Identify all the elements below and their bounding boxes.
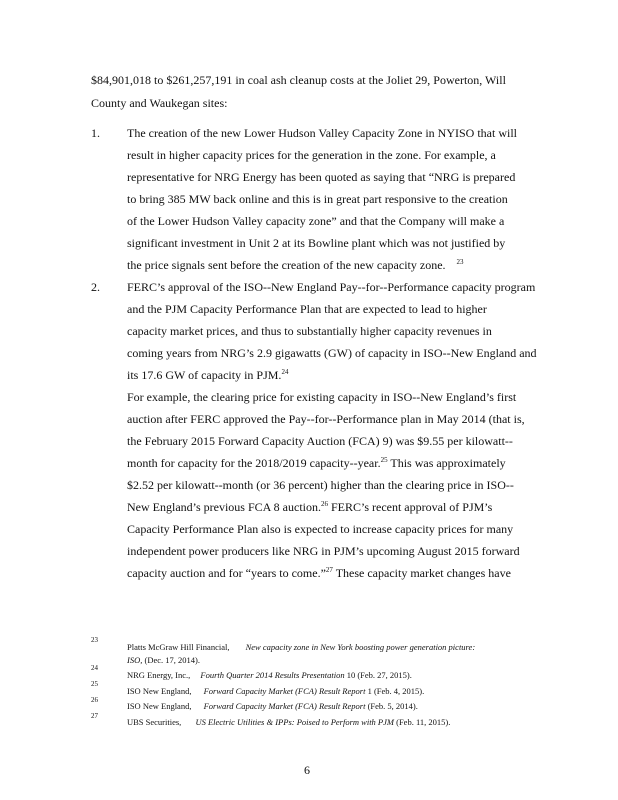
footnote-title: Fourth Quarter 2014 Results Presentation: [200, 670, 345, 680]
item-line: coming years from NRG’s 2.9 gigawatts (GW) of capacity in ISO-‐New England and: [127, 346, 537, 360]
item-line: [127, 368, 288, 382]
paragraph-line: independent power producers like NRG in PJM’s upcoming August 2015 forward: [127, 544, 520, 558]
paragraph-line: Capacity Performance Plan also is expected to increase capacity prices for many: [127, 522, 514, 536]
footnote-ref: 24: [281, 368, 289, 376]
item-line: capacity market prices, and thus to substantially higher capacity revenues in: [127, 324, 492, 338]
paragraph-text: New England’s previous FCA 8 auction.: [127, 500, 321, 514]
footnote-rest: 1 (Feb. 4, 2015).: [365, 686, 425, 696]
intro-line: $84,901,018 to $261,257,191 in coal ash cleanup costs at the Joliet 29, Powerton, Will: [91, 73, 506, 87]
item-line: result in higher capacity prices for the generation in the zone. For example, a: [127, 148, 496, 162]
paragraph-text: capacity auction and for “years to come.”: [127, 566, 326, 580]
list-number: 2.: [91, 280, 100, 294]
footnote-source: UBS Securities,: [127, 717, 182, 727]
paragraph-line: [127, 566, 511, 580]
footnote-ref: 23: [456, 258, 464, 266]
footnote: [127, 655, 200, 666]
paragraph-text: These capacity market changes have: [332, 566, 511, 580]
item-line: representative for NRG Energy has been quoted as saying that “NRG is prepared: [127, 170, 516, 184]
paragraph-text: month for capacity for the 2018/2019 capacity-‐year.: [127, 456, 381, 470]
footnote-ref: 27: [325, 566, 333, 574]
footnote-title: Forward Capacity Market (FCA) Result Report: [203, 686, 366, 696]
item-line: to bring 385 MW back online and this is in great part responsive to the creation: [127, 192, 508, 206]
footnote-source: ISO New England,: [127, 686, 192, 696]
footnote-source: NRG Energy, Inc.,: [127, 670, 191, 680]
footnote-ref: 26: [320, 500, 328, 508]
paragraph-line: [127, 500, 492, 514]
intro-line: County and Waukegan sites:: [91, 96, 228, 110]
paragraph-line: [127, 456, 506, 470]
footnote-title: US Electric Utilities & IPPs: Poised to Perform with PJM: [195, 717, 394, 727]
footnote-source: ISO New England,: [127, 701, 192, 711]
item-line: FERC’s approval of the ISO-‐New England Pay-‐for-‐Performance capacity program: [127, 280, 536, 294]
paragraph-text: FERC’s recent approval of PJM’s: [327, 500, 493, 514]
item-line: and the PJM Capacity Performance Plan that are expected to lead to higher: [127, 302, 487, 316]
paragraph-text: This was approximately: [387, 456, 506, 470]
paragraph-line: auction after FERC approved the Pay-‐for-‐Performance plan in May 2014 (that is,: [127, 412, 525, 426]
footnote: [127, 670, 412, 681]
footnote-rest: 10 (Feb. 27, 2015).: [344, 670, 412, 680]
footnote-title: New capacity zone in New York boosting power generation picture:: [245, 642, 476, 652]
page-number: 6: [304, 763, 310, 777]
item-line: of the Lower Hudson Valley capacity zone” and that the Company will make a: [127, 214, 505, 228]
item-line-text: the price signals sent before the creation of the new capacity zone.: [127, 258, 446, 272]
footnote: [127, 642, 475, 653]
paragraph-line: For example, the clearing price for existing capacity in ISO-‐New England’s first: [127, 390, 517, 404]
footnote-source: Platts McGraw Hill Financial,: [127, 642, 230, 652]
footnote-number: 27: [91, 712, 98, 720]
footnote-rest: (Feb. 11, 2015).: [393, 717, 451, 727]
footnote: [127, 701, 418, 712]
footnote-number: 24: [91, 664, 98, 672]
footnote-number: 26: [91, 696, 98, 704]
paragraph-line: $2.52 per kilowatt-‐month (or 36 percent) higher than the clearing price in ISO-‐: [127, 478, 514, 492]
footnote-title: ISO,: [127, 655, 143, 665]
footnote-number: 23: [91, 636, 98, 644]
footnote-ref: 25: [380, 456, 388, 464]
paragraph-line: the February 2015 Forward Capacity Auction (FCA) 9) was $9.55 per kilowatt-‐: [127, 434, 513, 448]
item-line: [127, 258, 464, 272]
footnote-rest: (Feb. 5, 2014).: [365, 701, 418, 711]
footnote-title: Forward Capacity Market (FCA) Result Report: [203, 701, 366, 711]
item-line-text: its 17.6 GW of capacity in PJM.: [127, 368, 282, 382]
footnote: [127, 717, 450, 728]
footnote-rest: (Dec. 17, 2014).: [142, 655, 200, 665]
footnote: [127, 686, 424, 697]
item-line: The creation of the new Lower Hudson Valley Capacity Zone in NYISO that will: [127, 126, 518, 140]
item-line: significant investment in Unit 2 at its Bowline plant which was not justified by: [127, 236, 506, 250]
footnote-number: 25: [91, 680, 98, 688]
list-number: 1.: [91, 126, 100, 140]
